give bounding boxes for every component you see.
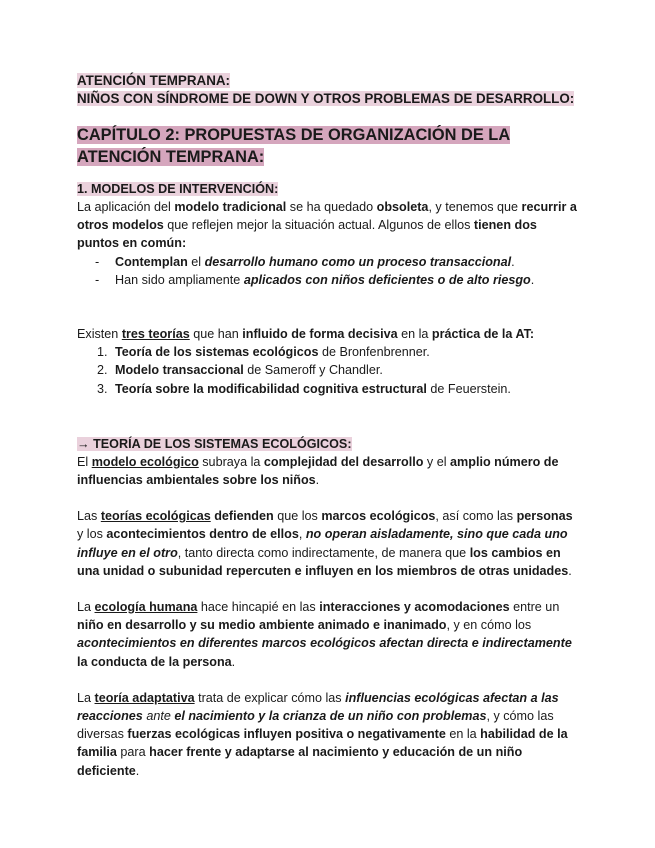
paragraph-modelo-ecologico: El modelo ecológico subraya la complejidad del desarrollo y el amplio número de influencias ambientales sobre los niños. <box>77 454 559 488</box>
list-item: 2. Modelo transaccional de Sameroff y Chandler. <box>97 363 383 378</box>
paragraph-teoria-adaptativa: La teoría adaptativa trata de explicar cómo las influencias ecológicas afectan a las reacciones ante el nacimiento y la crianza de un niño con problemas, y cómo las diversas fuerzas ecológicas influyen positiva o negativamente en la habilidad de la familia para hacer frente y adaptarse al nacimiento y educación de un niño deficiente. <box>77 690 568 778</box>
list-item: 3. Teoría sobre la modificabilidad cognitiva estructural de Feuerstein. <box>97 381 511 396</box>
document-title <box>77 72 582 108</box>
title-line-2: NIÑOS CON SÍNDROME DE DOWN Y OTROS PROBLEMAS DE DESARROLLO: <box>77 91 575 106</box>
title-line-1: ATENCIÓN TEMPRANA: <box>77 73 230 88</box>
common-points-list <box>77 253 582 289</box>
paragraph-teorias-ecologicas: Las teorías ecológicas defienden que los marcos ecológicos, así como las personas y los acontecimientos dentro de ellos, no operan aisladamente, sino que cada uno influye en el otro, tanto directa como indirectamente, de manera que los cambios en una unidad o subunidad repercuten e influyen en los miembros de otras unidades. <box>77 509 573 578</box>
list-item: - Han sido ampliamente aplicados con niños deficientes o de alto riesgo. <box>95 272 535 287</box>
section-heading-sistemas-ecologicos: → TEORÍA DE LOS SISTEMAS ECOLÓGICOS: <box>77 436 352 451</box>
section-heading-modelos: 1. MODELOS DE INTERVENCIÓN: <box>77 182 279 196</box>
paragraph-modelo-tradicional: La aplicación del modelo tradicional se ha quedado obsoleta, y tenemos que recurrir a otros modelos que reflejen mejor la situación actual. Algunos de ellos tienen dos puntos en común: <box>77 200 577 251</box>
paragraph-tres-teorias: Existen tres teorías que han influido de forma decisiva en la práctica de la AT: <box>77 327 535 342</box>
paragraph-ecologia-humana: La ecología humana hace hincapié en las interacciones y acomodaciones entre un niño en desarrollo y su medio ambiente animado e inanimado, y en cómo los acontecimientos en diferentes marcos ecológicos afectan directa e indirectamente la conducta de la persona. <box>77 600 572 669</box>
theories-list <box>77 343 582 398</box>
list-item: 1. Teoría de los sistemas ecológicos de Bronfenbrenner. <box>97 345 430 360</box>
list-item: - Contemplan el desarrollo humano como un proceso transaccional. <box>95 254 515 269</box>
chapter-heading: CAPÍTULO 2: PROPUESTAS DE ORGANIZACIÓN DE LA ATENCIÓN TEMPRANA: <box>77 126 511 166</box>
document-page <box>77 72 582 780</box>
